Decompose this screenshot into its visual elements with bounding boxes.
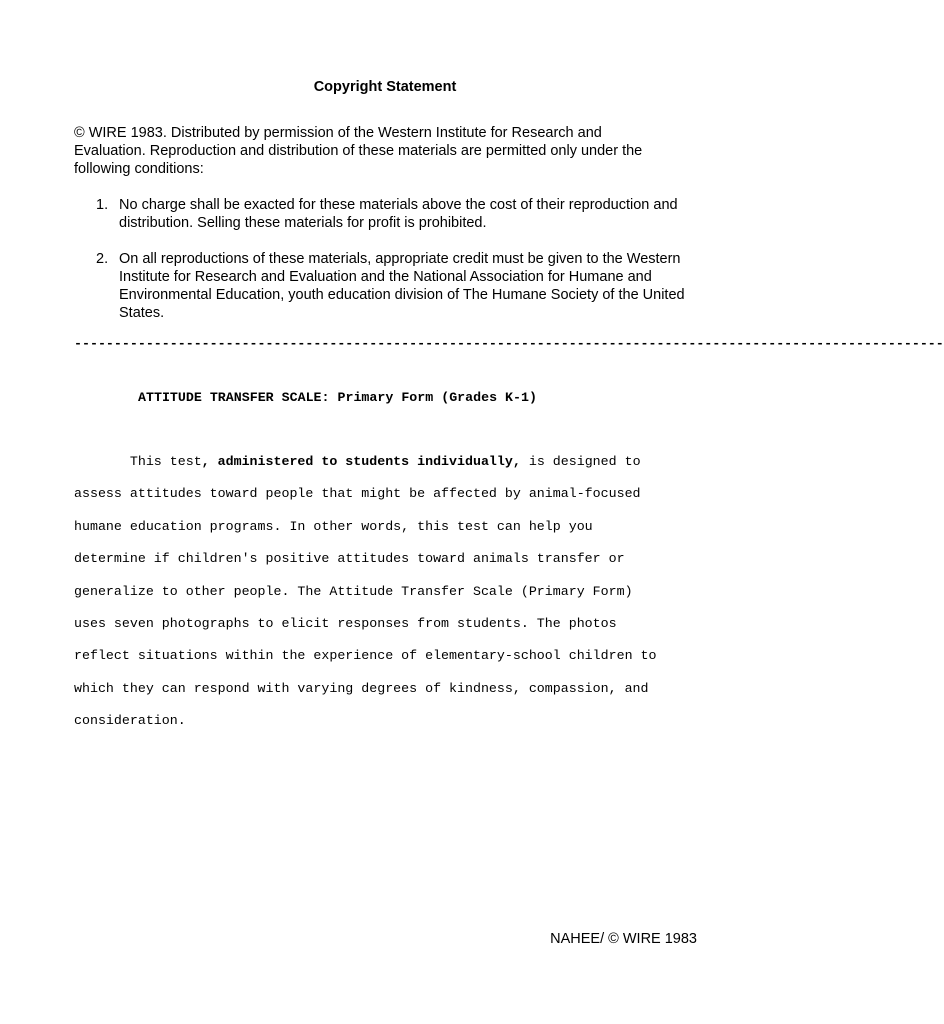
- test-description: [74, 446, 714, 738]
- condition-text: No charge shall be exacted for these materials above the cost of their reproduction and distribution. Selling these materials for profit is prohibited.: [119, 197, 678, 231]
- copyright-intro: © WIRE 1983. Distributed by permission of the Western Institute for Research and Evaluation. Reproduction and distribution of these materials are permitted only under the following conditions:: [74, 125, 643, 177]
- copyright-title: Copyright Statement: [313, 79, 457, 95]
- condition-item: [74, 250, 694, 322]
- conditions-list: [74, 196, 694, 340]
- scale-title: ATTITUDE TRANSFER SCALE: Primary Form (Grades K-1): [138, 390, 537, 405]
- condition-number: 1.: [96, 197, 109, 213]
- section-divider: -------------------------------------------------------------------------------------------------------------: [74, 336, 944, 351]
- condition-text: On all reproductions of these materials, appropriate credit must be given to the Western Institute for Research and Evaluation and the National Association for Humane and Environmental Education, youth education division of The Humane Society of the United States.: [119, 251, 685, 321]
- description-emphasis: , administered to students individually,: [201, 454, 521, 469]
- footer-credit: NAHEE/ © WIRE 1983: [550, 931, 697, 947]
- description-lead: This test: [74, 454, 202, 469]
- description-line1-rest: is designed to: [520, 454, 641, 469]
- condition-item: [74, 196, 694, 232]
- condition-number: 2.: [96, 251, 109, 267]
- description-rest: assess attitudes toward people that might be affected by animal-focused humane education programs. In other words, this test can help you determine if children's positive attitudes toward animals transfer or generalize to other people. The Attitude Transfer Scale (Primary Form) uses seven photographs to elicit responses from students. The photos reflect situations within the experience of elementary-school children to which they can respond with varying degrees of kindness, compassion, and consideration.: [74, 486, 657, 729]
